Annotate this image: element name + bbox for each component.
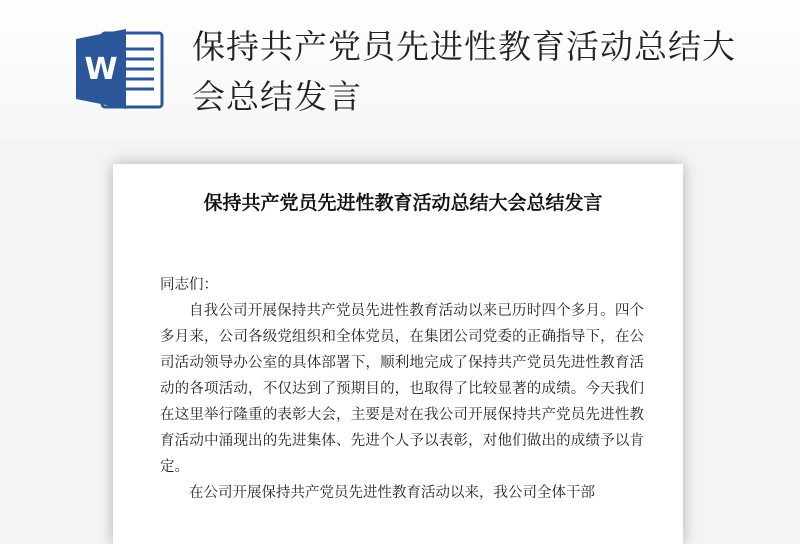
word-document-icon (72, 27, 168, 111)
paragraph-1: 自我公司开展保持共产党员先进性教育活动以来已历时四个多月。四个多月来，公司各级党组织和全体党员，在集团公司党委的正确指导下，在公司活动领导办公室的具体部署下，顺利地完成了保持共产党员先进性教育活动的各项活动，不仅达到了预期目的，也取得了比较显著的成绩。今天我们在这里举行隆重的表彰大会，主要是对在我公司开展保持共产党员先进性教育活动中涌现出的先进集体、先进个人予以表彰，对他们做出的成绩予以肯定。 (160, 303, 644, 475)
svg-text:W: W (84, 52, 118, 87)
document-page (113, 164, 683, 544)
preview-header (0, 0, 800, 140)
salutation: 同志们： (160, 277, 218, 293)
document-body (160, 272, 644, 506)
page-title: 保持共产党员先进性教育活动总结大会总结发言 (192, 27, 736, 116)
paragraph-2: 在公司开展保持共产党员先进性教育活动以来，我公司全体干部 (189, 485, 595, 501)
document-title: 保持共产党员先进性教育活动总结大会总结发言 (203, 192, 603, 214)
